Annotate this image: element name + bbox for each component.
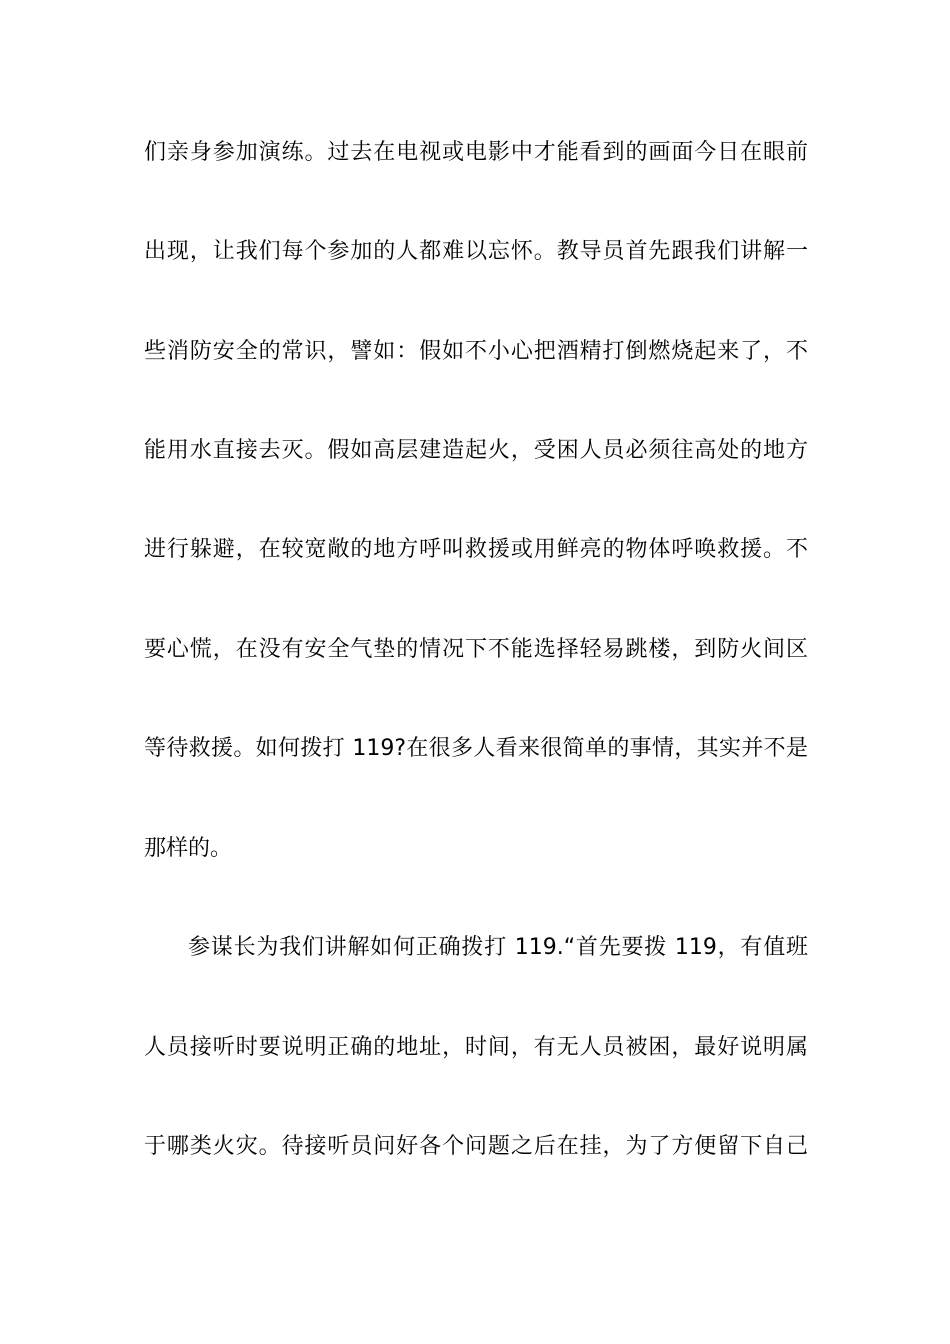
paragraph-line: 参谋长为我们讲解如何正确拨打 119.“首先要拨 119，有值班 [188, 935, 808, 960]
paragraph-line: 等待救援。如何拨打 119?在很多人看来很简单的事情，其实并不是 [144, 736, 808, 761]
paragraph-line: 于哪类火灾。待接听员问好各个问题之后在挂，为了方便留下自己 [144, 1134, 808, 1159]
paragraph-line: 们亲身参加演练。过去在电视或电影中才能看到的画面今日在眼前 [144, 140, 808, 165]
paragraph-line: 要心慌，在没有安全气垫的情况下不能选择轻易跳楼，到防火间区 [144, 637, 808, 662]
paragraph-line: 出现，让我们每个参加的人都难以忘怀。教导员首先跟我们讲解一 [144, 239, 808, 264]
paragraph-line: 那样的。 [144, 836, 233, 861]
paragraph-line: 些消防安全的常识，譬如：假如不小心把酒精打倒燃烧起来了，不 [144, 339, 808, 364]
paragraph-line: 人员接听时要说明正确的地址，时间，有无人员被困，最好说明属 [144, 1035, 808, 1060]
paragraph-line: 能用水直接去灭。假如高层建造起火，受困人员必须往高处的地方 [144, 438, 808, 463]
paragraph-line: 进行躲避，在较宽敞的地方呼叫救援或用鲜亮的物体呼唤救援。不 [144, 537, 808, 562]
